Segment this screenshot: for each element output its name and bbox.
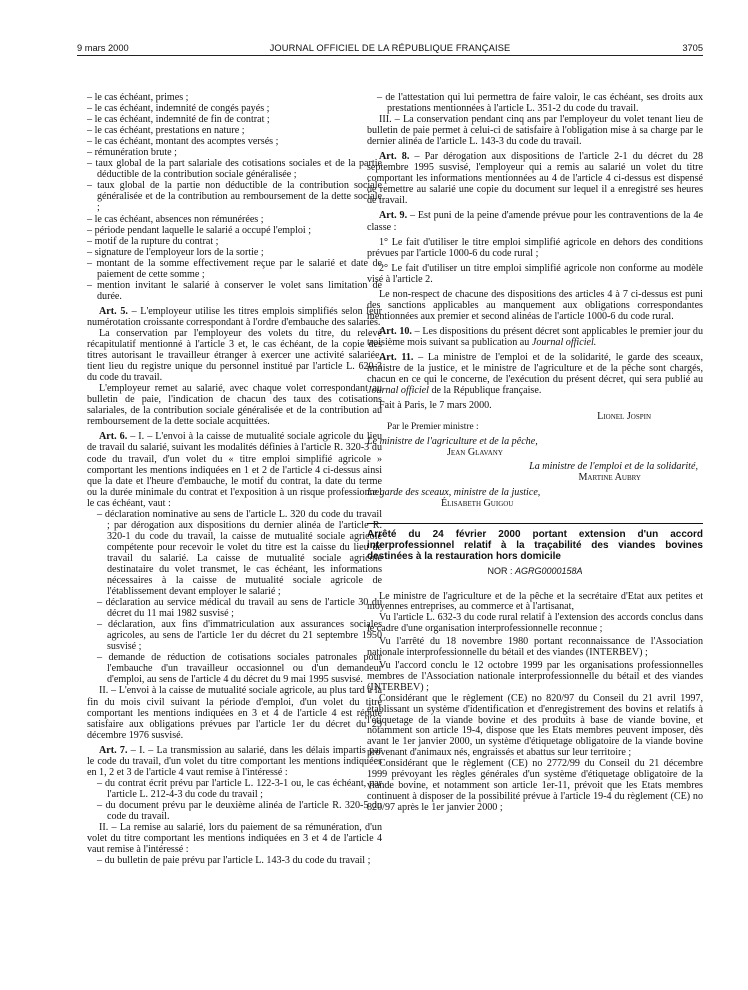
section-divider [367,523,703,524]
paragraph: Le ministre de l'agriculture et de la pêche et la secrétaire d'Etat aux petites et moyennes entreprises, au commerce et à l'artisanat, [367,590,703,613]
paragraph: 2° Le fait d'utiliser un titre emploi simplifié agricole non conforme au modèle visé à l'article 2. [367,262,703,285]
list-item: – le cas échéant, indemnité de fin de contrat ; [87,114,270,126]
list-item: – du bulletin de paie prévu par l'article L. 143-3 du code du travail ; [97,855,371,867]
paragraph: III. – La conservation pendant cinq ans par l'employeur du volet tenant lieu de bulletin de paie permet à celui-ci de satisfaire à l'obligation mise à sa charge par le dernier alinéa de l'article L. 143-3 du code du travail. [367,114,703,148]
list-item: – le cas échéant, primes ; [87,92,189,103]
paragraph: Considérant que le règlement (CE) no 820/97 du Conseil du 21 avril 1997, établissant un système d'identification et d'enregistrement des bovins et relatifs à l'étiquetage de la viande bovine et des produits à base de viande bovine, et notamment son article 19-4, dispose que les Etats membres peuvent imposer, dès avant le 1er janvier 2000, un système d'étiquetage obligatoire de la viande bovine provenant d'animaux nés, engraissés et abattus sur leur territoire ; [367,692,703,759]
paragraph: II. – La remise au salarié, lors du paiement de sa rémunération, d'un volet du titre comportant les mentions indiquées en 3 et 4 de l'article 4 vaut remise à l'intéressé : [87,822,382,856]
journal-reference: Journal officiel [367,385,429,397]
article-label: Art. 10. [379,325,412,337]
article-10: Art. 10. – Les dispositions du présent décret sont applicables le premier jour du troisième mois suivant sa publication au Journal officiel. [367,325,703,348]
minister-justice: Le garde des sceaux, ministre de la justice, [367,486,541,498]
article-11: Art. 11. – La ministre de l'emploi et de la solidarité, le garde des sceaux, ministre de la justice, et le ministre de l'agriculture et de la pêche sont chargés, chacun en ce qui le concerne, de l'exécution du présent décret, qui sera publié au Journal officiel de la République française. [367,351,703,397]
paragraph: Vu l'accord conclu le 12 octobre 1999 par les organisations professionnelles membres de l'Association nationale interprofessionnelle du bétail et des viandes (INTERBEV) ; [367,659,703,693]
fait-a-paris: Fait à Paris, le 7 mars 2000. [379,400,492,412]
list-item: – taux global de la part salariale des cotisations sociales et de la partie déductible de la contribution sociale généralisée ; [87,158,382,181]
list-item: – signature de l'employeur lors de la sortie ; [87,246,264,258]
left-column [87,92,382,866]
list-item: – de l'attestation qui lui permettra de faire valoir, le cas échéant, ses droits aux prestations mentionnées à l'article L. 351-2 du code du travail. [377,92,703,115]
list-item: – le cas échéant, absences non rémunérées ; [87,213,264,225]
paragraph: 1° Le fait d'utiliser le titre emploi simplifié agricole en dehors des conditions prévues par l'article 1000-6 du code rural ; [367,236,703,259]
signer-agriculture: Jean Glavany [447,447,503,459]
paragraph: Considérant que le règlement (CE) no 2772/99 du Conseil du 21 décembre 1999 prévoyant les règles générales d'un système d'étiquetage obligatoire de la viande bovine, et notamment son article 1er-11, prévoit que les Etats membres continuent à disposer de la possibilité prévue à l'article 19-4 du règlement (CE) no 820/97 après le 1er janvier 2000 ; [367,758,703,813]
list-item: – taux global de la partie non déductible de la contribution sociale généralisée et de la contribution au remboursement de la dette sociale ; [87,180,382,214]
arrete-body [367,592,703,814]
paragraph: L'employeur remet au salarié, avec chaque volet correspondant au bulletin de paie, l'indication de chacun des taux des cotisations salariales, de la contribution sociale généralisée et de la contribution au remboursement de la dette sociale acquittées. [87,383,382,428]
page-header [77,40,703,56]
list-item: – rémunération brute ; [87,147,177,159]
header-title: JOURNAL OFFICIEL DE LA RÉPUBLIQUE FRANÇAISE [269,43,511,53]
list-item: – déclaration nominative au sens de l'article L. 320 du code du travail ; par dérogation aux dispositions du dernier alinéa de l'article R. 320-1 du code du travail, la caisse de mutualité sociale agricole compétente pour recevoir le volet du titre est la caisse du lieu de travail du salarié. La caisse de mutualité sociale agricole destinataire du volet transmet, le cas échéant, les informations nécessaires à la caisse de mutualité sociale agricole de l'établissement devant employer le salarié ; [97,508,382,598]
article-label: Art. 8. [379,151,410,163]
list-item: – du contrat écrit prévu par l'article L. 122-3-1 ou, le cas échéant, par l'article L. 212-4-3 du code du travail ; [97,777,382,800]
list-remise [87,778,382,822]
list-item: – du document prévu par le deuxième alinéa de l'article R. 320-5 du code du travail. [97,799,382,822]
list-item: – déclaration, aux fins d'immatriculation aux assurances sociales agricoles, au sens de l'article 1er du décret du 21 septembre 1950 susvisé ; [97,619,382,653]
par-le-premier-ministre: Par le Premier ministre : [387,422,479,433]
list-mentions [87,92,382,302]
article-7: Art. 7. – I. – La transmission au salarié, dans les délais impartis par le code du travail, d'un volet du titre comportant les mentions indiquées en 1, 2 et 3 de l'article 4 vaut remise à l'intéressé : [87,744,382,778]
list-item: – le cas échéant, montant des acomptes versés ; [87,136,279,148]
paragraph: Vu l'article L. 632-3 du code rural relatif à l'extension des accords conclus dans le cadre d'une organisation interprofessionnelle reconnue ; [367,612,703,635]
list-item: – montant de la somme effectivement reçue par le salarié et date de paiement de cette somme ; [87,257,382,280]
article-label: Art. 9. [379,210,408,222]
header-page-number: 3705 [682,43,703,53]
article-5: Art. 5. – L'employeur utilise les titres emplois simplifiés selon leur numérotation croissante correspondant à l'ordre d'embauche des salariés. [87,305,383,328]
list-item: – déclaration au service médical du travail au sens de l'article 30 du décret du 11 mai 1982 susvisé ; [97,597,382,620]
journal-reference: Journal officiel. [531,336,597,348]
nor-code: AGRG0000158A [514,566,583,577]
article-9: Art. 9. – Est puni de la peine d'amende prévue pour les contraventions de la 4e classe : [367,210,703,233]
right-column [367,92,703,814]
list-item: – période pendant laquelle le salarié a occupé l'emploi ; [87,224,312,236]
paragraph: Vu l'arrêté du 18 novembre 1980 portant reconnaissance de l'Association nationale interprofessionnelle du bétail et des viandes (INTERBEV) ; [367,636,703,659]
arrete-title: Arrêté du 24 février 2000 portant extension d'un accord interprofessionnel relatif à la traçabilité des viandes bovines destinées à la restauration hors domicile [367,528,703,563]
list-item: – le cas échéant, prestations en nature ; [87,125,245,137]
signer-justice: Élisabeth Guigou [441,497,514,509]
signer-emploi: Martine Aubry [578,472,641,484]
article-label: Art. 6. [99,431,128,443]
article-label: Art. 7. [99,744,128,756]
list-item: – demande de réduction de cotisations sociales patronales pour l'embauche d'un travailleur occasionnel ou d'un demandeur d'emploi, au sens de l'article 4 du décret du 9 mai 1995 susvisé. [97,652,382,686]
paragraph: II. – L'envoi à la caisse de mutualité sociale agricole, au plus tard à la fin du mois civil suivant la période d'emploi, d'un volet du titre comportant les mentions indiquées en 3 et 4 de l'article 4 est réputé satisfaire aux obligations prévues par l'article 1er du décret du 29 décembre 1976 susvisé. [87,685,382,741]
nor-reference: NOR : AGRG0000158A [487,566,583,577]
signer-premier-ministre: Lionel Jospin [597,411,651,423]
header-date: 9 mars 2000 [77,43,129,53]
list-item: – le cas échéant, indemnité de congés payés ; [87,103,270,115]
paragraph: Le non-respect de chacune des dispositions des articles 4 à 7 ci-dessus est puni des sanctions applicables au manquement aux obligations correspondantes mentionnées aux premier et second alinéas de l'article 1000-6 du code rural. [367,288,703,322]
minister-agriculture: Le ministre de l'agriculture et de la pêche, [367,436,538,448]
minister-emploi: La ministre de l'emploi et de la solidarité, [529,461,698,473]
article-label: Art. 5. [99,305,128,317]
paragraph: La conservation par l'employeur des volets du titre, du relevé récapitulatif mentionné à l'article 3 et, le cas échéant, de la copie des titres autorisant le travailleur étranger à exercer une activité salariée, tient lieu du registre unique du personnel institué par l'article L. 620-3 du code du travail. [87,327,382,384]
article-6: Art. 6. – I. – L'envoi à la caisse de mutualité sociale agricole du lieu de travail du salarié, suivant les modalités définies à l'article R. 320-3 du code du travail, d'un volet du « titre emploi simplifié agricole » comportant les mentions indiquées en 1 et 2 de l'article 4 ci-dessus ainsi que la date et l'heure d'embauche, le motif du contrat, la date du terme ou la durée minimale du contrat et l'exposition à un risque professionnel le cas échéant, vaut : [87,431,382,509]
list-item: – motif de la rupture du contrat ; [87,235,219,247]
list-declarations [87,509,382,686]
article-label: Art. 11. [379,351,414,363]
article-8: Art. 8. – Par dérogation aux dispositions de l'article 2-1 du décret du 28 septembre 1995 susvisé, l'employeur qui a remis au salarié un volet du titre comportant les informations mentionnées au 4 de l'article 4 ci-dessus est dispensé de remettre au salarié une copie du document sur lequel il a enregistré ses heures de travail. [367,151,703,207]
list-item: – mention invitant le salarié à conserver le volet sans limitation de durée. [87,279,382,302]
